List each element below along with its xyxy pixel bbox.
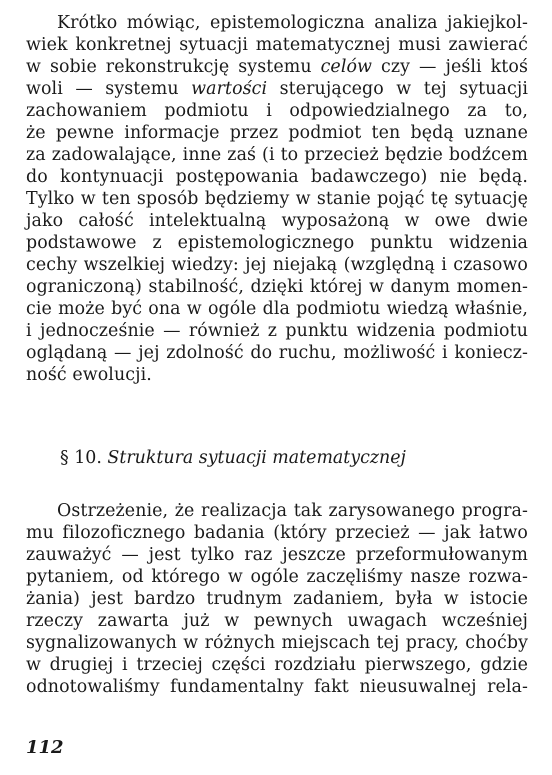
paragraph-line: oglądaną — jej zdolność do ruchu, możliwość i koniecz-	[26, 343, 528, 363]
paragraph-line: Tylko w ten sposób będziemy w stanie pojąć tę sytuację	[26, 189, 528, 209]
page-number: 112	[26, 737, 64, 758]
section-heading	[60, 447, 406, 469]
paragraph-line: Ostrzeżenie, że realizacja tak zarysowanego progra-	[57, 501, 528, 521]
section-title: Struktura sytuacji matematycznej	[107, 448, 406, 468]
paragraph-line: zauważyć — jest tylko raz jeszcze przeformułowanym	[26, 545, 528, 565]
paragraph-line	[26, 78, 528, 100]
line-text: w sobie rekonstrukcję systemu	[26, 57, 321, 77]
paragraph-line: wiek konkretnej sytuacji matematycznej musi zawierać	[26, 35, 528, 55]
paragraph-line: cechy wszelkiej wiedzy: jej niejaką (względną i czasowo	[26, 255, 528, 275]
section-number: § 10.	[60, 448, 102, 468]
paragraph-line: jako całość intelektualną wyposażoną w owe dwie	[26, 211, 528, 231]
paragraph-line: za zadowalające, inne zaś (i to przecież będzie bodźcem	[26, 145, 528, 165]
paragraph-line: sygnalizowanych w różnych miejscach tej pracy, choćby	[26, 633, 528, 653]
paragraph-line: ograniczoną) stabilność, dzięki której w danym momen-	[26, 277, 528, 297]
paragraph-line: odnotowaliśmy fundamentalny fakt nieusuwalnej rela-	[26, 677, 528, 697]
italic-term-celow: celów	[320, 57, 373, 77]
italic-term-wartosci: wartości	[191, 79, 268, 99]
paragraph-line: i jednocześnie — również z punktu widzenia podmiotu	[26, 321, 528, 341]
line-text: czy — jeśli ktoś	[372, 57, 528, 77]
paragraph-line: żania) jest bardzo trudnym zadaniem, była w istocie	[26, 589, 528, 609]
paragraph-line: że pewne informacje przez podmiot ten będą uznane	[26, 123, 528, 143]
line-text: sterującego w tej sytuacji	[267, 79, 528, 99]
paragraph-line: rzeczy zawarta już w pewnych uwagach wcześniej	[26, 611, 528, 631]
paragraph-line	[26, 56, 528, 78]
paragraph-line: zachowaniem podmiotu i odpowiedzialnego za to,	[26, 101, 528, 121]
line-text: woli — systemu	[26, 79, 192, 99]
paragraph-line: w drugiej i trzeciej części rozdziału pierwszego, gdzie	[26, 655, 528, 675]
paragraph-line: mu filozoficznego badania (który przecież — jak łatwo	[26, 523, 528, 543]
paragraph-line: podstawowe z epistemologicznego punktu widzenia	[26, 233, 528, 253]
paragraph-line: do kontynuacji postępowania badawczego) nie będą.	[26, 167, 528, 187]
paragraph-line: pytaniem, od którego w ogóle zaczęliśmy nasze rozwa-	[26, 567, 528, 587]
paragraph-line: Krótko mówiąc, epistemologiczna analiza jakiejkol-	[57, 13, 528, 33]
paragraph-line: ność ewolucji.	[26, 365, 152, 385]
paragraph-line: cie może być ona w ogóle dla podmiotu wiedzą właśnie,	[26, 299, 528, 319]
